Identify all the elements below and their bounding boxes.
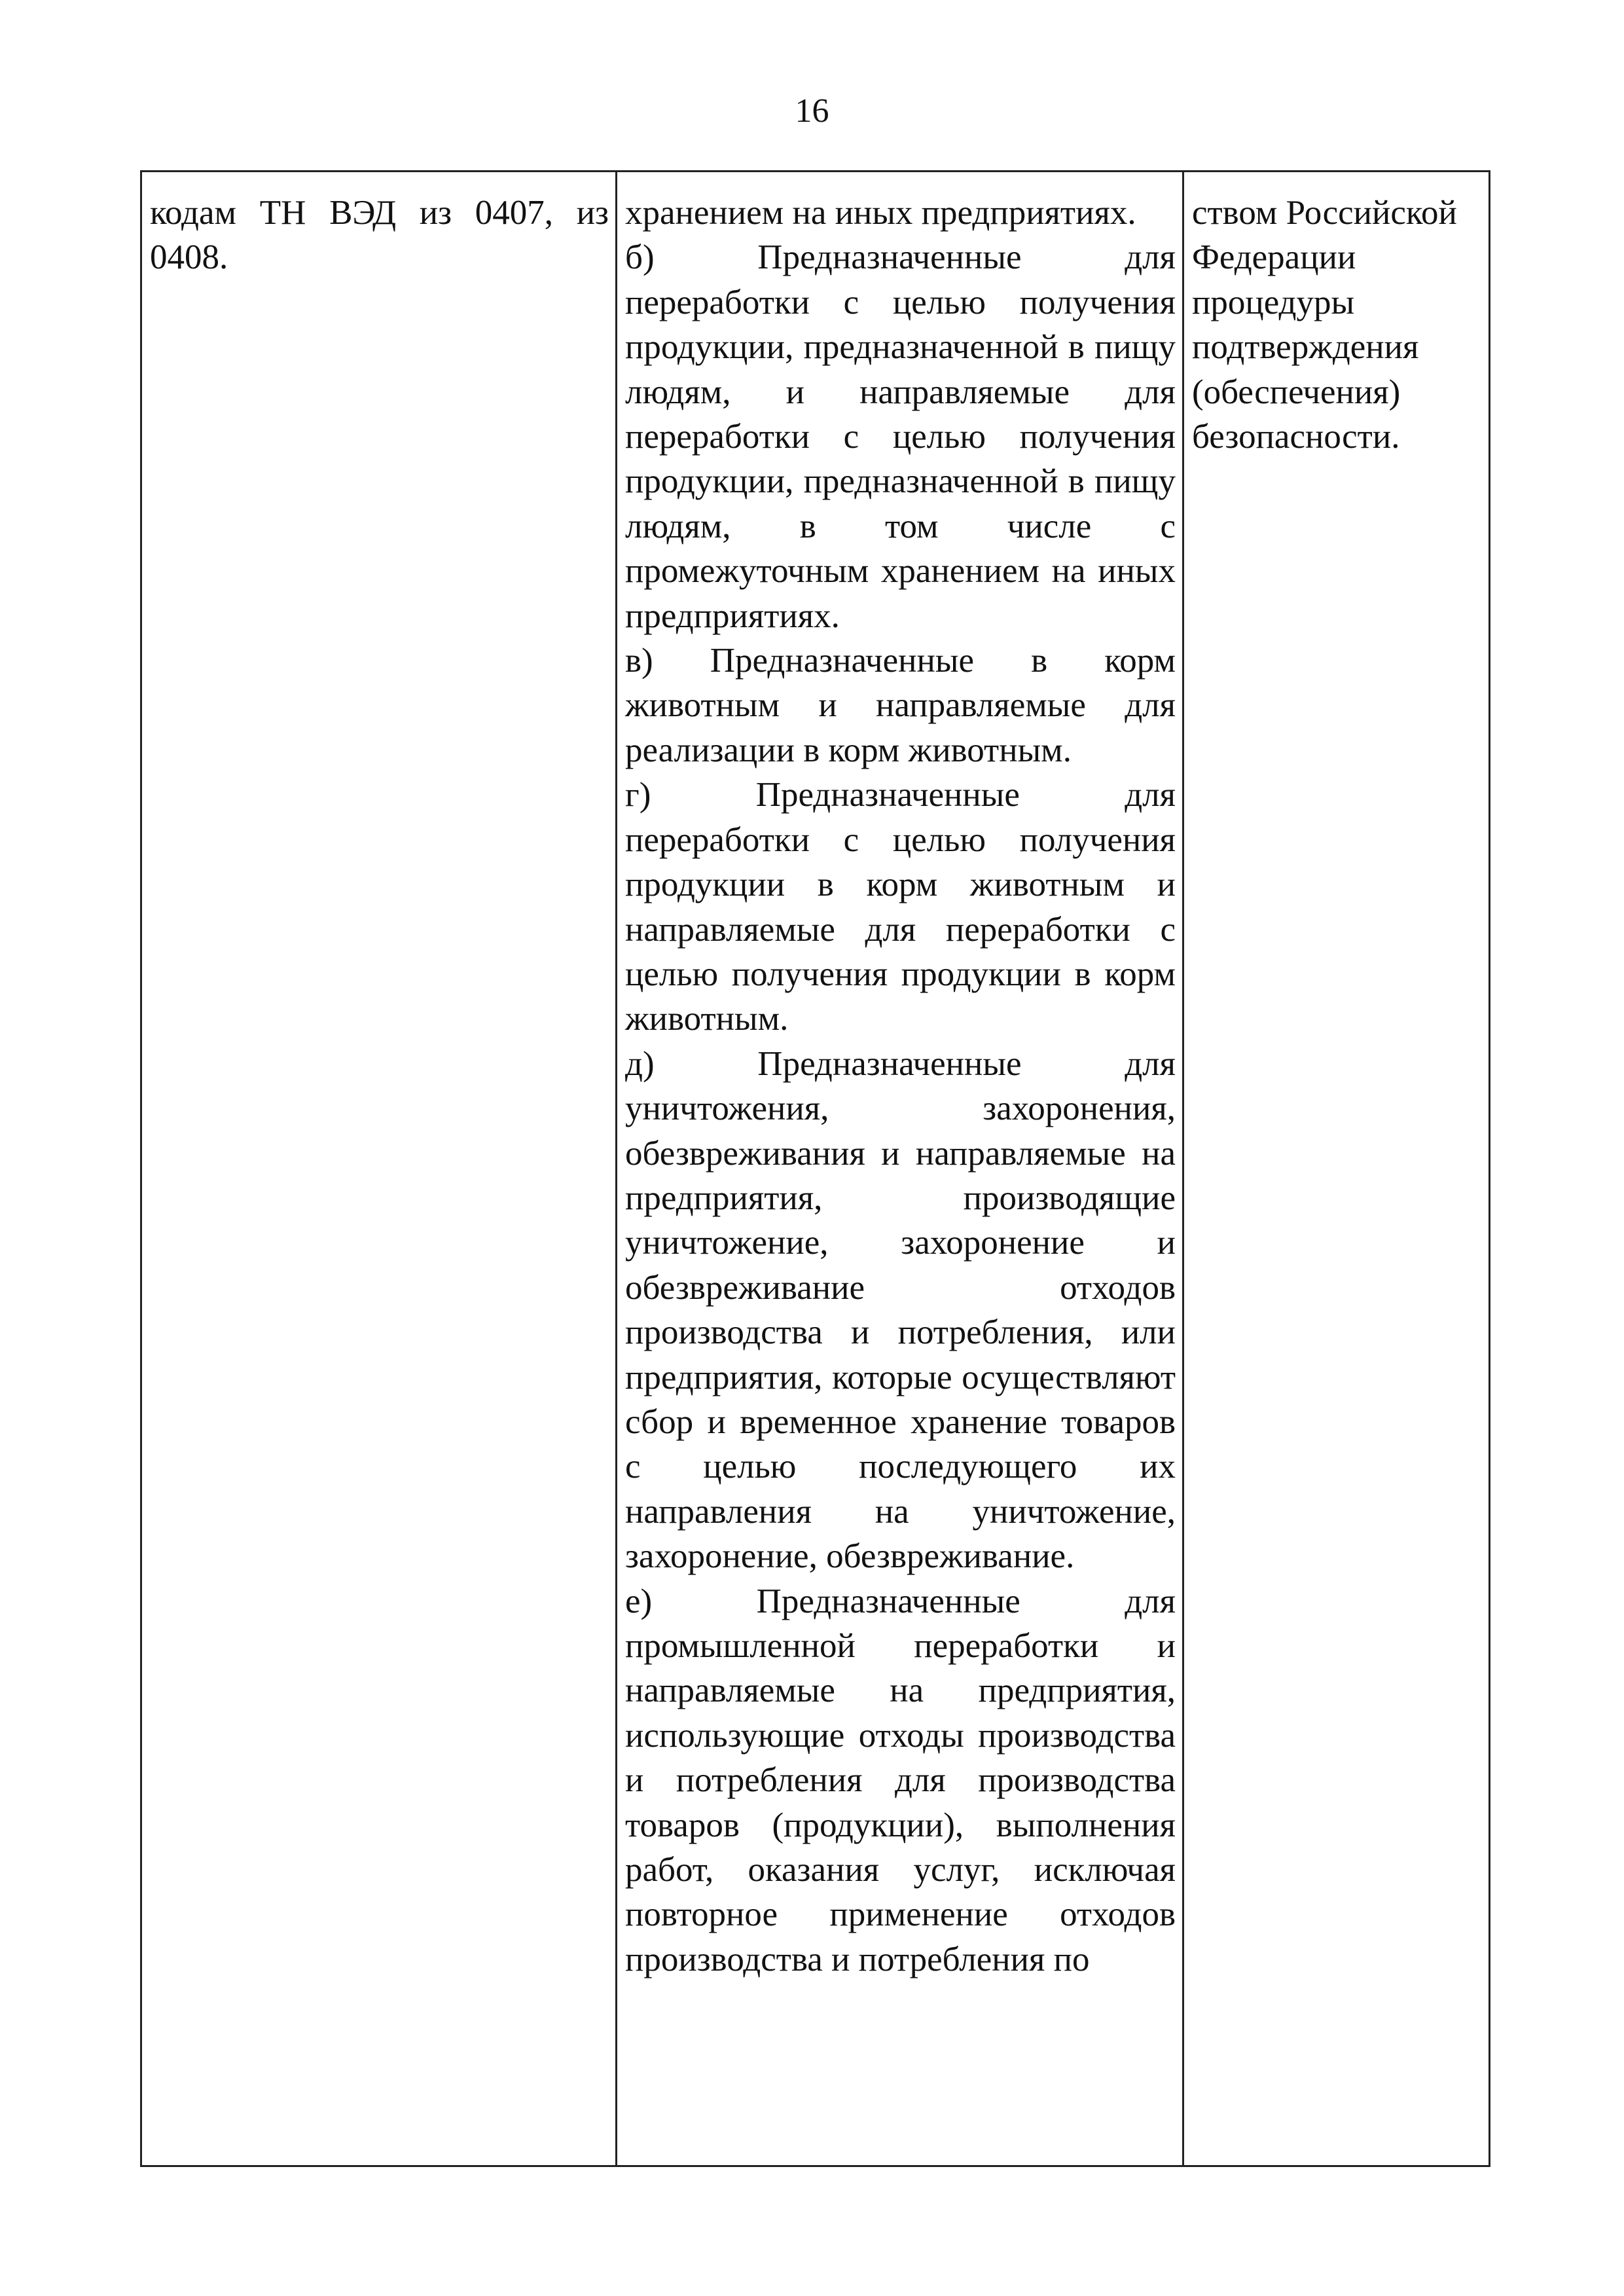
page-number: 16	[795, 92, 829, 130]
purpose-paragraph: е) Предназначенные для промышленной переработки и направляемые на предприятия, использующие отходы производства и потребления для производства товаров (продукции), выполнения работ, оказания услуг, исключая повторное применение отходов производства и потребления по	[625, 1582, 1176, 1978]
document-table	[140, 170, 1490, 2167]
procedure-line: подтверждения	[1192, 328, 1419, 367]
procedure-line: (обеспечения)	[1192, 373, 1401, 411]
purpose-paragraph: в) Предназначенные в корм животным и направляемые для реализации в корм животным.	[625, 642, 1176, 769]
purpose-paragraph: г) Предназначенные для переработки с целью получения продукции в корм животным и направляемые для переработки с целью получения продукции в корм животным.	[625, 776, 1176, 1038]
table-row	[141, 172, 1490, 2166]
purpose-paragraph: хранением на иных предприятиях.	[625, 194, 1136, 232]
procedure-cell	[1183, 172, 1490, 2166]
product-codes-text: кодам ТН ВЭД из 0407, из 0408.	[150, 194, 609, 277]
purpose-paragraph: б) Предназначенные для переработки с целью получения продукции, предназначенной в пищу людям, и направляемые для переработки с целью получения продукции, предназначенной в пищу людям, в том числе с промежуточным хранением на иных предприятиях.	[625, 238, 1176, 635]
purpose-cell	[617, 172, 1183, 2166]
procedure-line: процедуры	[1192, 283, 1355, 321]
procedure-line: безопасности.	[1192, 418, 1400, 456]
procedure-line: ством Российской	[1192, 194, 1457, 232]
product-codes-cell	[141, 172, 617, 2166]
purpose-paragraph: д) Предназначенные для уничтожения, захоронения, обезвреживания и направляемые на предприятия, производящие уничтожение, захоронение и обезвреживание отходов производства и потребления, или предприятия, которые осуществляют сбор и временное хранение товаров с целью последующего их направления на уничтожение, захоронение, обезвреживание.	[625, 1044, 1176, 1576]
procedure-line: Федерации	[1192, 238, 1356, 277]
